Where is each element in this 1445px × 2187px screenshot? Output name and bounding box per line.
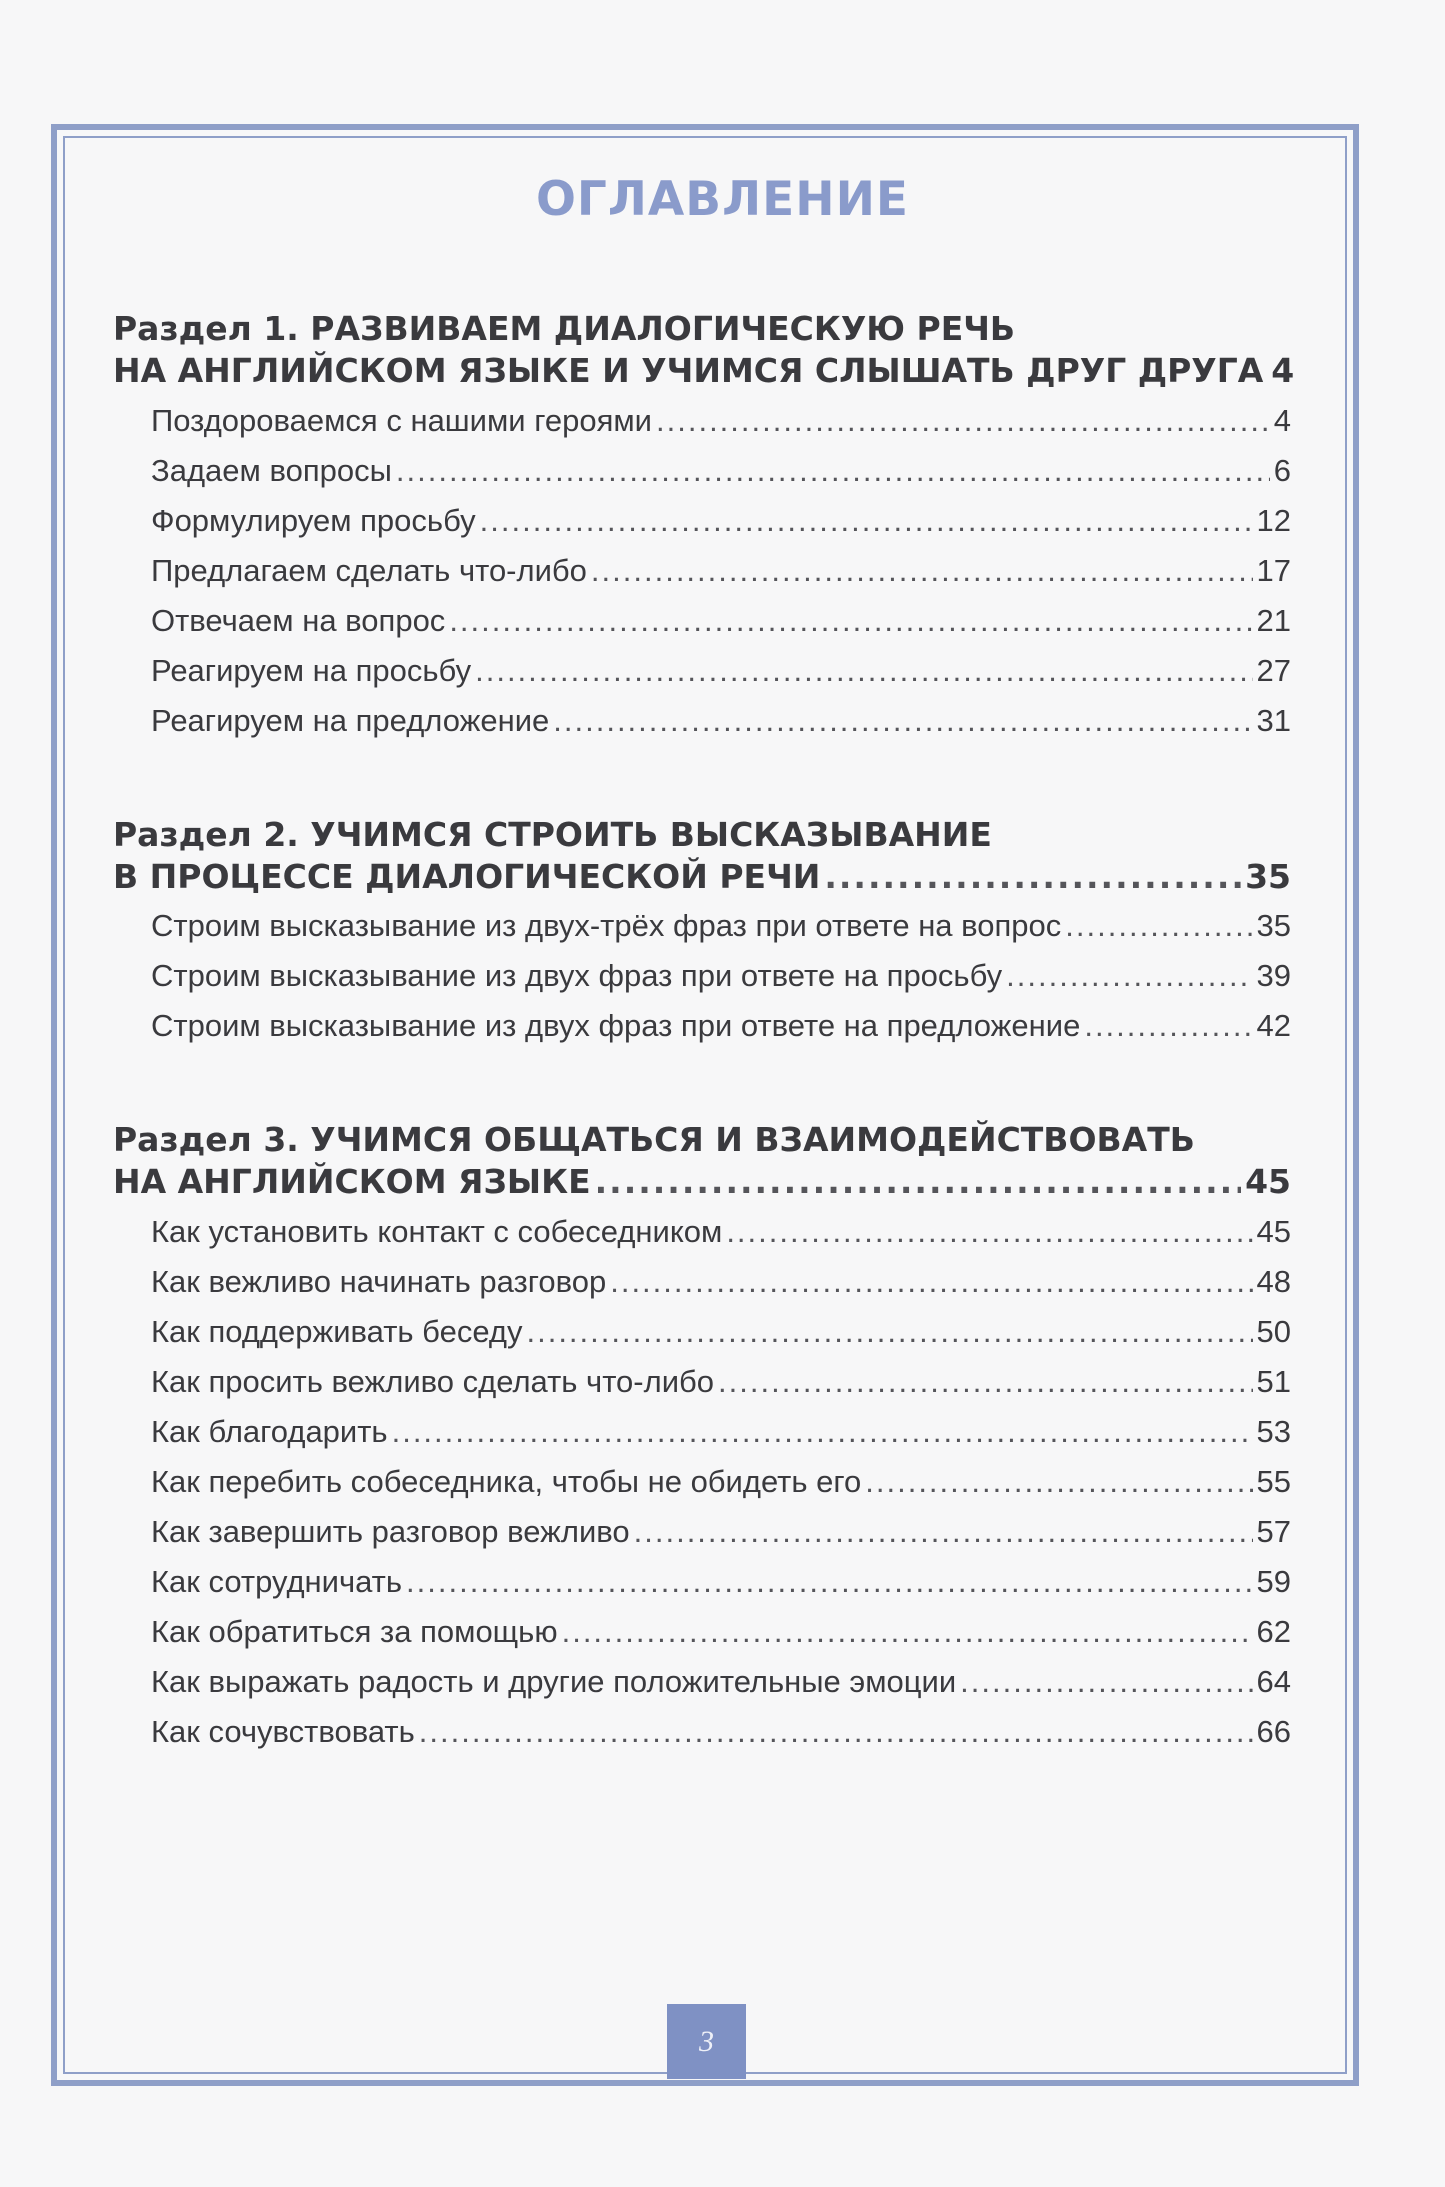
toc-entry-label: Как сотрудничать <box>151 1564 403 1599</box>
dot-leader <box>1084 1004 1252 1048</box>
toc-entry-page: 4 <box>1273 403 1291 438</box>
dot-leader <box>634 1510 1253 1554</box>
toc-entry[interactable] <box>151 1710 1291 1754</box>
toc-entry[interactable] <box>151 1004 1291 1048</box>
toc-entry-page: 48 <box>1256 1264 1291 1299</box>
toc-entry-label: Как просить вежливо сделать что-либо <box>151 1364 715 1399</box>
toc-entry-page: 39 <box>1256 958 1291 993</box>
toc-entry-page: 6 <box>1273 453 1291 488</box>
section-1-title-line1: Раздел 1. РАЗВИВАЕМ ДИАЛОГИЧЕСКУЮ РЕЧЬ <box>113 309 1016 348</box>
page-title: ОГЛАВЛЕНИЕ <box>535 172 910 227</box>
toc-entry-page: 64 <box>1256 1664 1291 1699</box>
section-3-title-line1: Раздел 3. УЧИМСЯ ОБЩАТЬСЯ И ВЗАИМОДЕЙСТВОВАТЬ <box>113 1120 1195 1159</box>
toc-entry-page: 35 <box>1256 908 1291 943</box>
toc-entry[interactable] <box>151 1360 1291 1404</box>
toc-entry[interactable] <box>151 449 1291 493</box>
section-2-page: 35 <box>1245 857 1291 896</box>
page-number-badge <box>667 2004 746 2079</box>
dot-leader <box>865 1460 1252 1504</box>
toc-entry-page: 12 <box>1256 503 1291 538</box>
toc-entry-label: Реагируем на просьбу <box>151 653 472 688</box>
section-2-heading-line2[interactable] <box>113 855 1291 899</box>
toc-entry-page: 42 <box>1256 1008 1291 1043</box>
toc-entry[interactable] <box>151 1460 1291 1504</box>
dot-leader <box>562 1610 1253 1654</box>
dot-leader <box>726 1210 1252 1254</box>
dot-leader <box>656 399 1270 443</box>
toc-entry-page: 57 <box>1256 1514 1291 1549</box>
toc-entry[interactable] <box>151 549 1291 593</box>
dot-leader <box>1065 904 1252 948</box>
toc-entry[interactable] <box>151 699 1291 743</box>
toc-entry-page: 66 <box>1256 1714 1291 1749</box>
toc-entry[interactable] <box>151 904 1291 948</box>
toc-entry-label: Строим высказывание из двух-трёх фраз при ответе на вопрос <box>151 908 1062 943</box>
toc-entry[interactable] <box>151 1560 1291 1604</box>
dot-leader <box>406 1560 1252 1604</box>
toc-entry-label: Реагируем на предложение <box>151 703 550 738</box>
toc-entry-label: Предлагаем сделать что-либо <box>151 553 587 588</box>
toc-entry[interactable] <box>151 1410 1291 1454</box>
toc-entry[interactable] <box>151 1260 1291 1304</box>
section-2-title-line1: Раздел 2. УЧИМСЯ СТРОИТЬ ВЫСКАЗЫВАНИЕ <box>113 815 992 854</box>
section-3-heading-line2[interactable] <box>113 1160 1291 1204</box>
toc-entry-page: 31 <box>1256 703 1291 738</box>
toc-entry-label: Как перебить собеседника, чтобы не обидеть его <box>151 1464 862 1499</box>
toc-entry[interactable] <box>151 399 1291 443</box>
toc-entry-page: 62 <box>1256 1614 1291 1649</box>
toc-entry-page: 45 <box>1256 1214 1291 1249</box>
section-2-title-line2: В ПРОЦЕССЕ ДИАЛОГИЧЕСКОЙ РЕЧИ <box>113 857 821 896</box>
toc-entry-label: Задаем вопросы <box>151 453 392 488</box>
dot-leader <box>449 599 1252 643</box>
toc-entry-label: Формулируем просьбу <box>151 503 476 538</box>
section-3-page: 45 <box>1245 1162 1291 1201</box>
toc-entry[interactable] <box>151 1510 1291 1554</box>
toc-entry[interactable] <box>151 599 1291 643</box>
toc-entry-label: Строим высказывание из двух фраз при ответе на предложение <box>151 1008 1081 1043</box>
toc-entry[interactable] <box>151 1610 1291 1654</box>
toc-entry-label: Как поддерживать беседу <box>151 1314 523 1349</box>
toc-entry-label: Строим высказывание из двух фраз при ответе на просьбу <box>151 958 1003 993</box>
dot-leader <box>595 1160 1241 1204</box>
dot-leader <box>419 1710 1253 1754</box>
toc-entry-label: Как благодарить <box>151 1414 388 1449</box>
toc-entry[interactable] <box>151 1660 1291 1704</box>
dot-leader <box>553 699 1252 743</box>
toc-entry-label: Как сочувствовать <box>151 1714 415 1749</box>
toc-entry-page: 27 <box>1256 653 1291 688</box>
section-1-page: 4 <box>1271 351 1295 390</box>
section-1-heading-line2[interactable] <box>113 349 1295 393</box>
dot-leader <box>480 499 1253 543</box>
toc-entry-label: Как обратиться за помощью <box>151 1614 558 1649</box>
toc-entry-page: 21 <box>1256 603 1291 638</box>
toc-entry-page: 53 <box>1256 1414 1291 1449</box>
dot-leader <box>718 1360 1252 1404</box>
toc-entry[interactable] <box>151 1310 1291 1354</box>
toc-entry-label: Как вежливо начинать разговор <box>151 1264 607 1299</box>
dot-leader <box>526 1310 1252 1354</box>
toc-entry-page: 55 <box>1256 1464 1291 1499</box>
toc-entry[interactable] <box>151 649 1291 693</box>
section-3-title-line2: НА АНГЛИЙСКОМ ЯЗЫКЕ <box>113 1162 591 1201</box>
toc-entry-page: 51 <box>1256 1364 1291 1399</box>
dot-leader <box>392 1410 1253 1454</box>
toc-entry[interactable] <box>151 954 1291 998</box>
toc-entry[interactable] <box>151 499 1291 543</box>
toc-entry-label: Как установить контакт с собеседником <box>151 1214 723 1249</box>
dot-leader <box>1006 954 1252 998</box>
section-1-heading-line1[interactable] <box>113 307 1291 351</box>
dot-leader <box>591 549 1253 593</box>
dot-leader <box>475 649 1252 693</box>
section-1-title-line2: НА АНГЛИЙСКОМ ЯЗЫКЕ И УЧИМСЯ СЛЫШАТЬ ДРУГ ДРУГА <box>113 351 1264 390</box>
dot-leader <box>396 449 1270 493</box>
toc-entry-label: Поздороваемся с нашими героями <box>151 403 652 438</box>
section-2-heading-line1[interactable] <box>113 813 1291 857</box>
toc-entry-label: Как завершить разговор вежливо <box>151 1514 630 1549</box>
toc-entry-label: Отвечаем на вопрос <box>151 603 446 638</box>
page-number: 3 <box>699 2024 714 2058</box>
dot-leader <box>824 855 1241 899</box>
section-3-heading-line1[interactable] <box>113 1118 1291 1162</box>
toc-entry-page: 17 <box>1256 553 1291 588</box>
toc-entry[interactable] <box>151 1210 1291 1254</box>
toc-entry-page: 59 <box>1256 1564 1291 1599</box>
toc-entry-page: 50 <box>1256 1314 1291 1349</box>
toc-entry-label: Как выражать радость и другие положительные эмоции <box>151 1664 957 1699</box>
dot-leader <box>610 1260 1252 1304</box>
dot-leader <box>960 1660 1252 1704</box>
